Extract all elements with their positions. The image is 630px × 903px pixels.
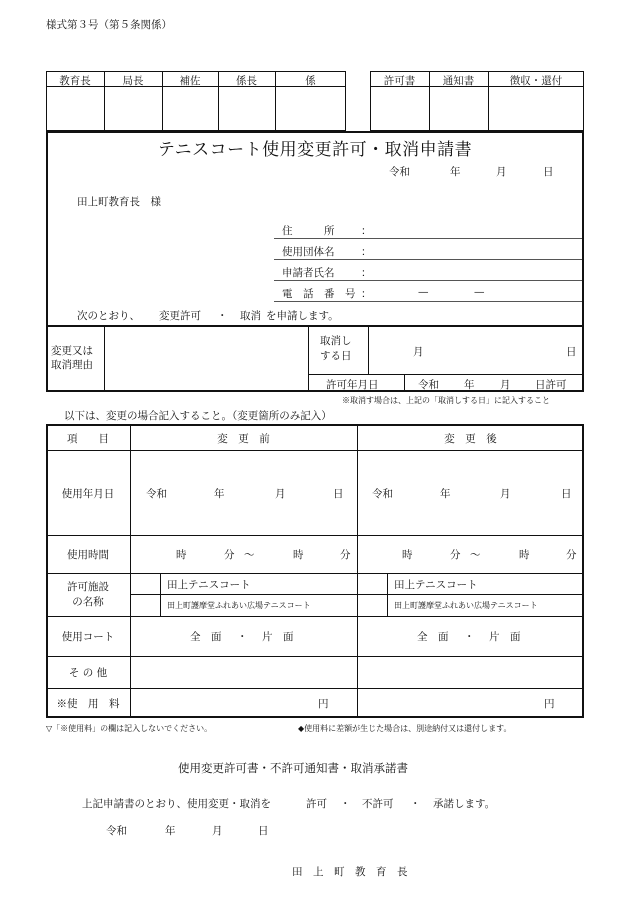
before-facility-2-checkbox[interactable]: [131, 595, 160, 616]
approval-date-month: 月: [212, 825, 223, 837]
before-court-dot: ・: [237, 631, 248, 643]
before-date-day: 日: [333, 488, 344, 500]
group-label: 使用団体名: [282, 246, 335, 258]
approval-permit-option[interactable]: 許可: [306, 798, 327, 810]
after-tilde: 〜: [470, 549, 481, 561]
stamp-header-kakari: 係: [305, 75, 316, 87]
request-dot: ・: [217, 310, 228, 322]
permit-date-label: 許可年月日: [326, 379, 379, 391]
row-label-fee: ※使 用 料: [56, 698, 120, 710]
permit-date-month: 月: [500, 379, 511, 391]
permit-date-era: 令和: [418, 379, 439, 391]
applicant-name-input[interactable]: [274, 280, 582, 281]
reason-input[interactable]: [106, 328, 306, 390]
after-facility-1-checkbox[interactable]: [358, 574, 387, 594]
permit-date-day: 日許可: [535, 379, 567, 391]
status-header-permit: 許可書: [383, 75, 416, 87]
before-start-minute: 分: [224, 549, 235, 561]
change-note: 以下は、変更の場合記入すること。（変更箇所のみ記入）: [64, 410, 332, 422]
form-title: テニスコート使用変更許可・取消申請書: [157, 140, 473, 160]
cancel-date-day: 日: [566, 346, 577, 358]
before-end-minute: 分: [340, 549, 351, 561]
row-label-other: そ の 他: [68, 667, 108, 679]
after-date-year: 年: [440, 488, 451, 500]
before-facility-1-label: 田上テニスコート: [167, 579, 251, 591]
after-court-full[interactable]: 全 面: [417, 631, 449, 643]
issuer: 田 上 町 教 育 長: [292, 866, 408, 878]
phone-dash-1: —: [418, 286, 429, 298]
header-after: 変 更 後: [444, 433, 497, 445]
request-prefix: 次のとおり、: [77, 310, 140, 322]
before-other-input[interactable]: [131, 657, 357, 688]
permit-date-year: 年: [464, 379, 475, 391]
header-before: 変 更 前: [217, 433, 270, 445]
approval-sentence-text: 上記申請書のとおり、使用変更・取消を: [82, 798, 271, 810]
header-item: 項 目: [67, 433, 109, 445]
date-day: 日: [543, 166, 554, 178]
after-facility-1-label: 田上テニスコート: [394, 579, 478, 591]
after-facility-2-label: 田上町護摩堂ふれあい広場テニスコート: [394, 601, 538, 610]
before-tilde: 〜: [244, 549, 255, 561]
phone-input[interactable]: [274, 301, 582, 302]
approval-title: 使用変更許可書・不許可通知書・取消承諾書: [178, 761, 408, 775]
before-date-year: 年: [214, 488, 225, 500]
row-label-use-date: 使用年月日: [61, 488, 115, 500]
after-start-minute: 分: [450, 549, 461, 561]
after-start-hour: 時: [402, 549, 413, 561]
before-date-month: 月: [275, 488, 286, 500]
address-colon: ：: [361, 225, 372, 237]
phone-label: 電 話 番 号: [282, 288, 356, 300]
before-facility-2-label: 田上町護摩堂ふれあい広場テニスコート: [167, 601, 311, 610]
before-facility-1-checkbox[interactable]: [131, 574, 160, 594]
before-start-hour: 時: [176, 549, 187, 561]
stamp-header-kakaricho: 係長: [236, 75, 257, 87]
after-date-day: 日: [561, 488, 572, 500]
status-header-fee: 徴収・還付: [509, 75, 563, 87]
group-name-input[interactable]: [274, 259, 582, 260]
approval-dot-1: ・: [340, 798, 351, 810]
cancel-note: ※取消す場合は、上記の「取消しする日」に記入すること: [342, 396, 550, 405]
before-fee-yen: 円: [318, 698, 329, 710]
date-year: 年: [450, 166, 461, 178]
stamp-header-kyokucho: 局長: [122, 75, 144, 87]
date-month: 月: [496, 166, 507, 178]
status-header-notice: 通知書: [442, 75, 475, 87]
group-colon: ：: [361, 246, 372, 258]
approval-consent-option[interactable]: 承諾します。: [433, 798, 496, 810]
cancel-date-month: 月: [413, 346, 424, 358]
request-cancel-option[interactable]: 取消: [240, 310, 261, 322]
row-label-court: 使用コート: [61, 631, 115, 643]
after-end-minute: 分: [566, 549, 577, 561]
before-end-hour: 時: [293, 549, 304, 561]
after-fee-yen: 円: [544, 698, 555, 710]
after-date-month: 月: [500, 488, 511, 500]
approval-date-day: 日: [258, 825, 269, 837]
before-court-half[interactable]: 片 面: [262, 631, 294, 643]
before-court-full[interactable]: 全 面: [190, 631, 222, 643]
cancel-date-label: 取消し する日: [320, 335, 352, 362]
before-date-era: 令和: [146, 488, 167, 500]
stamp-header-kyoikucho: 教育長: [59, 75, 91, 87]
applicant-name-label: 申請者氏名: [282, 267, 335, 279]
footnote-fee-instruction: ▽「※使用料」の欄は記入しないでください。: [46, 724, 213, 733]
phone-dash-2: —: [474, 286, 485, 298]
approval-nonpermit-option[interactable]: 不許可: [362, 798, 394, 810]
after-date-era: 令和: [372, 488, 393, 500]
approval-date-era: 令和: [106, 825, 127, 837]
address-input[interactable]: [274, 238, 582, 239]
after-facility-2-checkbox[interactable]: [358, 595, 387, 616]
stamp-header-hosa: 補佐: [179, 75, 201, 87]
request-suffix: を申請します。: [266, 310, 339, 322]
name-colon: ：: [361, 267, 372, 279]
request-change-option[interactable]: 変更許可: [159, 310, 201, 322]
addressee: 田上町教育長 様: [77, 196, 161, 208]
form-number: 様式第３号（第５条関係）: [46, 19, 172, 31]
address-label: 住 所: [282, 225, 335, 237]
after-other-input[interactable]: [358, 657, 583, 688]
after-end-hour: 時: [519, 549, 530, 561]
approval-date-year: 年: [165, 825, 176, 837]
date-era: 令和: [389, 166, 410, 178]
after-court-dot: ・: [464, 631, 475, 643]
row-label-use-time: 使用時間: [67, 549, 109, 561]
footnote-fee-difference: ◆使用料に差額が生じた場合は、別途納付又は還付します。: [298, 724, 512, 733]
approval-dot-2: ・: [410, 798, 421, 810]
phone-colon: ：: [361, 288, 372, 300]
row-label-facility: 許可施設 の名称: [67, 581, 109, 608]
reason-label: 変更又は 取消理由: [51, 345, 93, 371]
after-court-half[interactable]: 片 面: [489, 631, 521, 643]
